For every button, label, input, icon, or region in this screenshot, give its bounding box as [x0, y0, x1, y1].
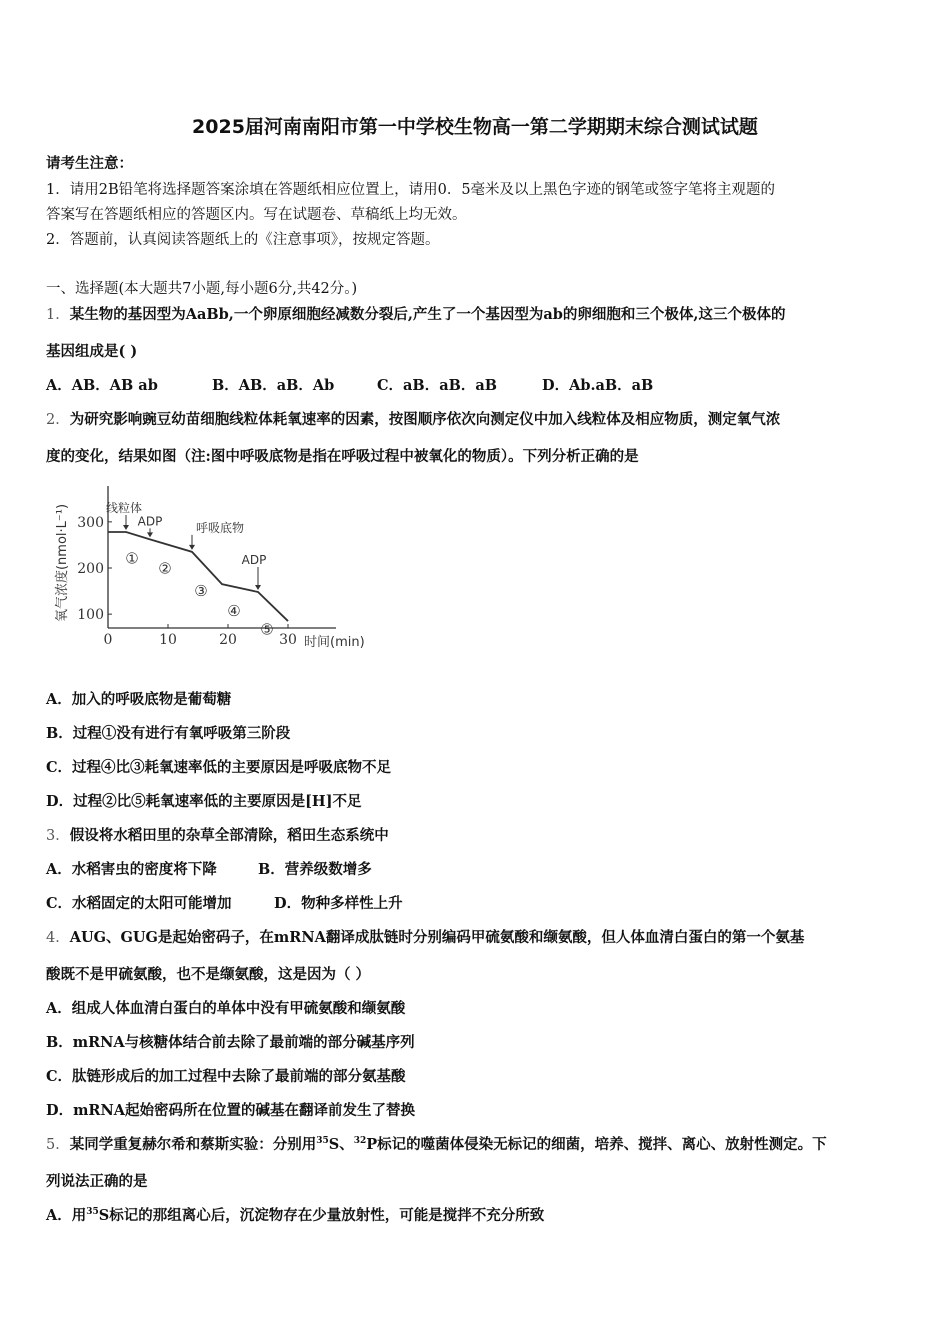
stage-marker-1: ①	[125, 549, 139, 568]
oxygen-concentration-chart	[46, 478, 386, 653]
notice-item-2: 2．答题前，认真阅读答题纸上的《注意事项》，按规定答题。	[46, 232, 440, 248]
question-3-option-c: C．水稻固定的太阳可能增加	[46, 895, 232, 912]
notice-item-1-line-1: 1．请用2B铅笔将选择题答案涂填在答题纸相应位置上，请用0．5毫米及以上黑色字迹的钢笔或签字笔将主观题的	[46, 182, 776, 198]
question-2-line-1	[46, 408, 780, 429]
question-5-option-a-text-b: S标记的那组离心后，沉淀物存在少量放射性，可能是搅拌不充分所致	[98, 1207, 545, 1224]
question-3-line-1	[46, 824, 389, 845]
question-2-text: 为研究影响豌豆幼苗细胞线粒体耗氧速率的因素，按图顺序依次向测定仪中加入线粒体及相应物质，测定氧气浓	[69, 411, 781, 428]
question-3-option-a: A．水稻害虫的密度将下降	[46, 861, 217, 878]
annotation-arrowhead-1	[147, 532, 153, 537]
question-4-line-2: 酸既不是甲硫氨酸，也不是缬氨酸，这是因为（ ）	[46, 966, 371, 983]
y-tick-label-1: 200	[77, 561, 104, 577]
question-3-option-d: D．物种多样性上升	[274, 895, 403, 912]
question-3-number: 3．	[46, 828, 70, 844]
section-heading: 一、选择题(本大题共7小题,每小题6分,共42分。)	[46, 281, 358, 297]
question-5-number: 5．	[46, 1137, 70, 1153]
question-2-number: 2．	[46, 412, 70, 428]
annotation-arrowhead-0	[123, 525, 129, 530]
y-axis-label: 氧气浓度(nmol·L⁻¹)	[55, 503, 70, 623]
question-1-option-d: D．Ab.aB．aB	[542, 377, 654, 394]
series-line	[108, 532, 288, 621]
question-5-option-a-text-a: A．用	[46, 1207, 87, 1224]
question-2-option-c: C．过程④比③耗氧速率低的主要原因是呼吸底物不足	[46, 759, 392, 776]
page-title: 2025届河南南阳市第一中学校生物高一第二学期期末综合测试试题	[192, 116, 758, 138]
annotation-label-2: 呼吸底物	[196, 520, 245, 535]
question-1-option-a: A．AB．AB ab	[46, 377, 158, 394]
question-2-option-b: B．过程①没有进行有氧呼吸第三阶段	[46, 725, 291, 742]
stage-marker-5: ⑤	[260, 620, 274, 639]
x-tick-label-0: 0	[103, 632, 113, 648]
question-3-text: 假设将水稻田里的杂草全部清除，稻田生态系统中	[69, 827, 389, 844]
question-4-option-c: C．肽链形成后的加工过程中去除了最前端的部分氨基酸	[46, 1068, 406, 1085]
stage-marker-3: ③	[194, 582, 208, 600]
question-1-option-c: C．aB．aB．aB	[377, 377, 497, 394]
question-4-option-b: B．mRNA与核糖体结合前去除了最前端的部分碱基序列	[46, 1034, 415, 1051]
x-tick-label-2: 20	[219, 632, 237, 648]
stage-marker-2: ②	[158, 559, 172, 578]
question-5-text-a: 某同学重复赫尔希和蔡斯实验：分别用	[69, 1136, 317, 1153]
question-5-sup-32: 32	[353, 1136, 367, 1147]
question-4-text: AUG、GUG是起始密码子，在mRNA翻译成肽链时分别编码甲硫氨酸和缬氨酸，但人体血清白蛋白的第一个氨基	[69, 929, 805, 946]
question-5-sup-35: 35	[316, 1136, 329, 1147]
question-2-option-a: A．加入的呼吸底物是葡萄糖	[46, 691, 232, 708]
question-3-option-b: B．营养级数增多	[258, 861, 372, 878]
annotation-arrowhead-3	[255, 585, 261, 590]
question-1-line-2: 基因组成是( )	[46, 343, 138, 360]
annotation-label-0: 线粒体	[105, 501, 143, 515]
x-tick-label-3: 30	[279, 632, 297, 648]
question-5-text-b: S、	[328, 1136, 354, 1153]
question-1-text: 某生物的基因型为AaBb,一个卵原细胞经减数分裂后,产生了一个基因型为ab的卵细胞和三个极体,这三个极体的	[69, 306, 786, 323]
question-1-option-b: B．AB．aB．Ab	[212, 377, 335, 394]
question-5-text-c: P标记的噬菌体侵染无标记的细菌，培养、搅拌、离心、放射性测定。下	[366, 1136, 827, 1153]
question-4-option-a: A．组成人体血清白蛋白的单体中没有甲硫氨酸和缬氨酸	[46, 1000, 406, 1017]
question-5-option-a-sup: 35	[86, 1207, 99, 1218]
question-1-number: 1．	[46, 307, 70, 323]
question-5-option-a	[46, 1204, 544, 1225]
question-2-option-d: D．过程②比⑤耗氧速率低的主要原因是[H]不足	[46, 793, 362, 810]
x-tick-label-1: 10	[159, 632, 177, 648]
y-tick-label-0: 100	[77, 607, 104, 624]
notice-heading: 请考生注意：	[46, 155, 133, 172]
annotation-label-3: ADP	[241, 553, 267, 567]
question-4-line-1	[46, 926, 804, 947]
notice-item-1-line-2: 答案写在答题纸相应的答题区内。写在试题卷、草稿纸上均无效。	[46, 207, 467, 223]
annotation-arrowhead-2	[189, 545, 195, 550]
question-5-line-1	[46, 1133, 827, 1154]
annotation-label-1: ADP	[137, 514, 163, 529]
stage-marker-4: ④	[227, 602, 241, 621]
x-axis-label: 时间(min)	[304, 635, 365, 650]
question-1-line-1	[46, 303, 785, 324]
question-5-line-2: 列说法正确的是	[46, 1173, 148, 1190]
question-4-option-d: D．mRNA起始密码所在位置的碱基在翻译前发生了替换	[46, 1102, 415, 1119]
question-4-number: 4．	[46, 930, 70, 946]
question-2-line-2: 度的变化，结果如图（注:图中呼吸底物是指在呼吸过程中被氧化的物质）。下列分析正确的是	[46, 448, 639, 465]
y-tick-label-2: 300	[77, 514, 104, 531]
